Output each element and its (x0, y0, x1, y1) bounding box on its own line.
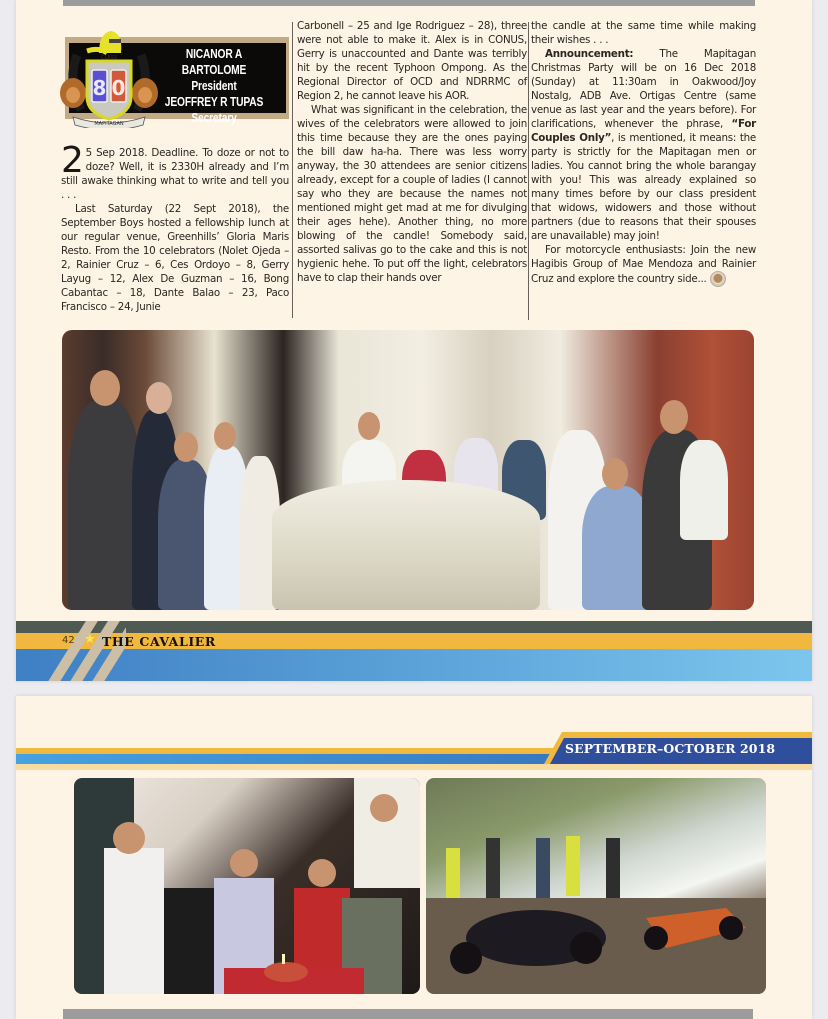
column-divider (528, 22, 529, 320)
group-photo-lunch (62, 330, 754, 610)
photo-motorcycle-group (426, 778, 766, 994)
officers-names (157, 46, 270, 126)
column-divider (292, 22, 293, 318)
footer-diagonal-stripes (16, 621, 126, 681)
issue-date: SEPTEMBER–OCTOBER 2018 (565, 741, 776, 756)
bottom-rule (63, 1009, 753, 1019)
emblem-digit-0: 0 (111, 76, 126, 100)
emblem-digit-8: 8 (92, 76, 107, 100)
secretary-name: JEOFFREY R TUPAS (164, 95, 264, 109)
officers-banner (59, 25, 290, 128)
article-text: , is mentioned, it means: the party is strictly for the Mapitagan men or ladies. You cannot bring the whole barangay with you! This was already explained so many times before by our class president that widows, widowers and those without partners (due to reasons that their spouses are unavailable) may join! (531, 132, 756, 242)
cake-scene (74, 778, 420, 994)
header-cream-band (16, 764, 812, 770)
secretary-title: Secretary (191, 111, 237, 125)
round-table (272, 480, 540, 610)
president-name: NICANOR A BARTOLOME (181, 47, 247, 77)
article-text: The Mapitagan Christmas Party will be on 16 Dec 2018 (Sunday) at 11:30am in Oakwood/Joy Nostalg, ADB Ave. Ortigas Centre (same venue as last year and the years before). For clarifications, whenever the phrase, (531, 48, 756, 130)
announcement-label: Announcement: (545, 48, 634, 60)
article-paragraph (61, 140, 289, 202)
class-emblem-logo (59, 25, 159, 128)
article-paragraph: Carbonell – 25 and Ige Rodriguez – 28), three were not able to make it. Alex is in CONUS, Gerry is unaccounted and Dante was terribly hit by the recent Typhoon Ompong. As the Regional Director of OCD and NDRRMC of Region 2, he cannot leave his AOR. (297, 20, 527, 102)
announcement-paragraph (531, 47, 756, 243)
article-paragraph: What was significant in the celebration, the wives of the celebrators were allowed to join this time because they are the ones paying the bill daw ha-ha. There was less worry anyway, the 30 attendees are senior citizens already, except for a couple of ladies (I cannot say who they are because the names not mentioned might get mad at me for divulging their ages hehe). Another thing, no more blowing of the candle! Somebody said, assorted salivas go to the cake and this is not hygienic hehe. To put off the light, celebrators have to clap their hands over (297, 104, 527, 284)
article-paragraph: the candle at the same time while making their wishes . . . (531, 20, 756, 46)
article-column-2 (297, 19, 527, 285)
article-column-1 (61, 140, 289, 314)
magazine-title: THE CAVALIER (102, 634, 216, 649)
president-title: President (191, 79, 237, 93)
footer-blue-band (16, 649, 812, 681)
photo-cake-clapping (74, 778, 420, 994)
svg-text:CLASS: CLASS (100, 55, 118, 61)
drop-cap: 2 (61, 140, 84, 181)
smiley-icon (710, 271, 726, 287)
svg-text:MAPITAGAN: MAPITAGAN (94, 121, 124, 127)
article-text: For motorcycle enthusiasts: Join the new Hagibis Group of Mae Mendoza and Rainier Cruz and explore the country side... (531, 244, 756, 285)
magazine-page-43 (16, 696, 812, 1019)
article-column-3 (531, 19, 756, 287)
article-text: 5 Sep 2018. Deadline. To doze or not to doze? Well, it is 2330H already and I’m still awake thinking what to write and tell you . . . (61, 147, 289, 201)
star-icon: ★ (84, 632, 96, 647)
motorcycle-scene (426, 778, 766, 994)
article-paragraph (531, 243, 756, 287)
magazine-page-42 (16, 0, 812, 681)
top-rule (63, 0, 755, 6)
couples-only-phrase: “For Couples Only” (531, 118, 756, 144)
footer-dark-band (16, 621, 812, 633)
article-paragraph: Last Saturday (22 Sept 2018), the September Boys hosted a fellowship lunch at our regular venue, Greenhills’ Gloria Maris Resto. From the 10 celebrators (Nolet Ojeda – 2, Rainier Cruz – 6, Ces Ordoyo – 8, Gerry Layug – 12, Alex De Guzman – 16, Bong Cabantac – 18, Dante Balao – 23, Paco Francisco – 24, Junie (61, 203, 289, 313)
page-number: 42 (62, 635, 75, 646)
